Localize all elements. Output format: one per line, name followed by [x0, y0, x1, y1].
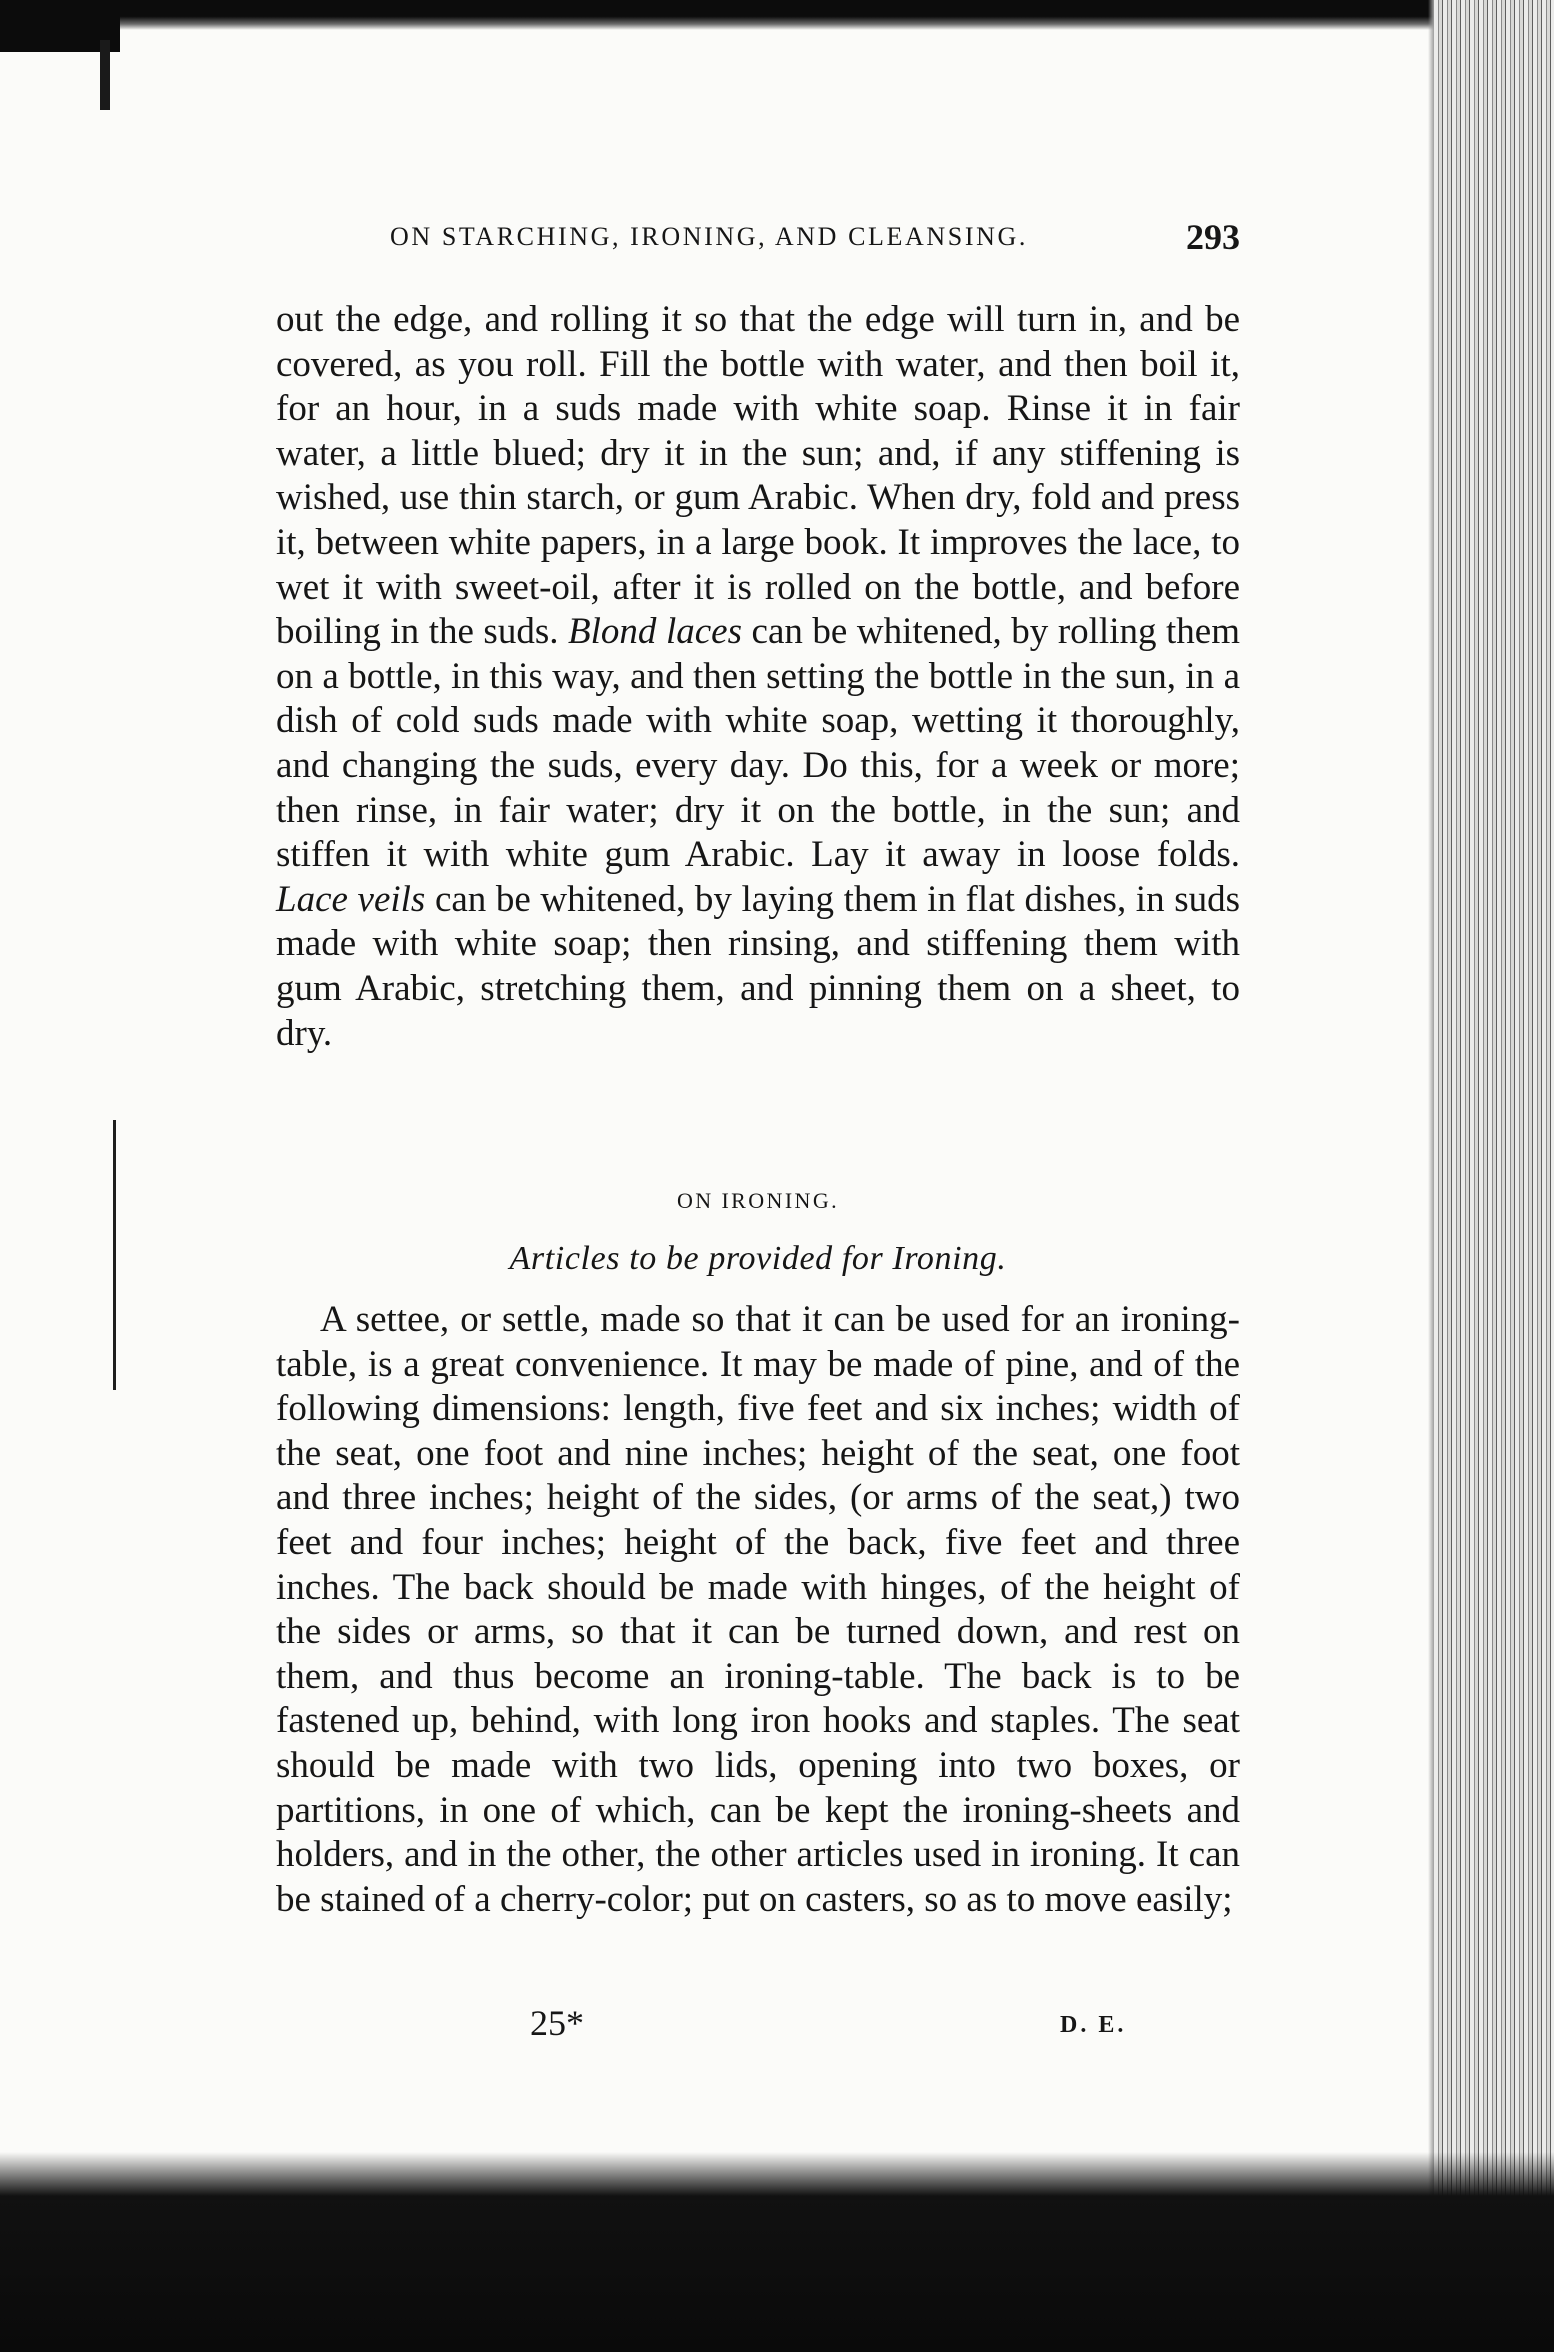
italic-term-blond-laces: Blond laces	[568, 611, 742, 653]
scan-corner-stem	[100, 40, 110, 110]
page-number: 293	[1186, 217, 1240, 257]
running-title: ON STARCHING, IRONING, AND CLEANSING.	[390, 222, 1028, 251]
paragraph-text: can be whitened, by rolling them on a bottle, in this way, and then setting the bottle in the sun, in a dish of cold suds made with white soap, wetting it thoroughly, and changing the suds, every day. Do this, for a week or more; then rinse, in fair water; dry it on the bottle, in the sun; and stiffen it with white gum Arabic. Lay it away in loose folds.	[276, 611, 1240, 876]
signature-mark: 25*	[530, 2003, 584, 2043]
section-subheading: Articles to be provided for Ironing.	[509, 1240, 1007, 1277]
running-head	[390, 216, 1240, 260]
italic-term-lace-veils: Lace veils	[276, 878, 426, 920]
scan-margin-line	[113, 1120, 116, 1390]
scan-top-border	[0, 0, 1440, 30]
signature-initials: D. E.	[1060, 2012, 1127, 2038]
paragraph-text: out the edge, and rolling it so that the edge will turn in, and be covered, as you roll. Fill the bottle with water, and then boil it, for an hour, in a suds made with white soap. Rinse it in fair water, a little blued; dry it in the sun; and, if any stiffening is wished, use thin starch, or gum Arabic. When dry, fold and press it, between white papers, in a large book. It improves the lace, to wet it with sweet-oil, after it is rolled on the bottle, and before boiling in the suds.	[276, 299, 1240, 653]
section-heading: ON IRONING.	[676, 1188, 840, 1213]
scan-bottom-border	[0, 2152, 1554, 2352]
paragraph-text: can be whitened, by laying them in flat dishes, in suds made with white soap; then rinsing, and stiffening them with gum Arabic, stretching them, and pinning them on a sheet, to dry.	[276, 878, 1240, 1054]
paragraph-lace-cleaning	[276, 298, 1240, 1056]
paragraph-ironing-settee: A settee, or settle, made so that it can be used for an ironing-table, is a great convenience. It may be made of pine, and of the following dimensions: length, five feet and six inches; width of the seat, one foot and nine inches; height of the seat, one foot and three inches; height of the sides, (or arms of the seat,) two feet and four inches; height of the back, five feet and three inches. The back should be made with hinges, of the height of the sides or arms, so that it can be turned down, and rest on them, and thus become an ironing-table. The back is to be fastened up, behind, with long iron hooks and staples. The seat should be made with two lids, opening into two boxes, or partitions, in one of which, can be kept the ironing-sheets and holders, and in the other, the other articles used in ironing. It can be stained of a cherry-color; put on casters, so as to move easily;	[276, 1299, 1240, 1920]
book-binding-edges	[1434, 0, 1554, 2352]
